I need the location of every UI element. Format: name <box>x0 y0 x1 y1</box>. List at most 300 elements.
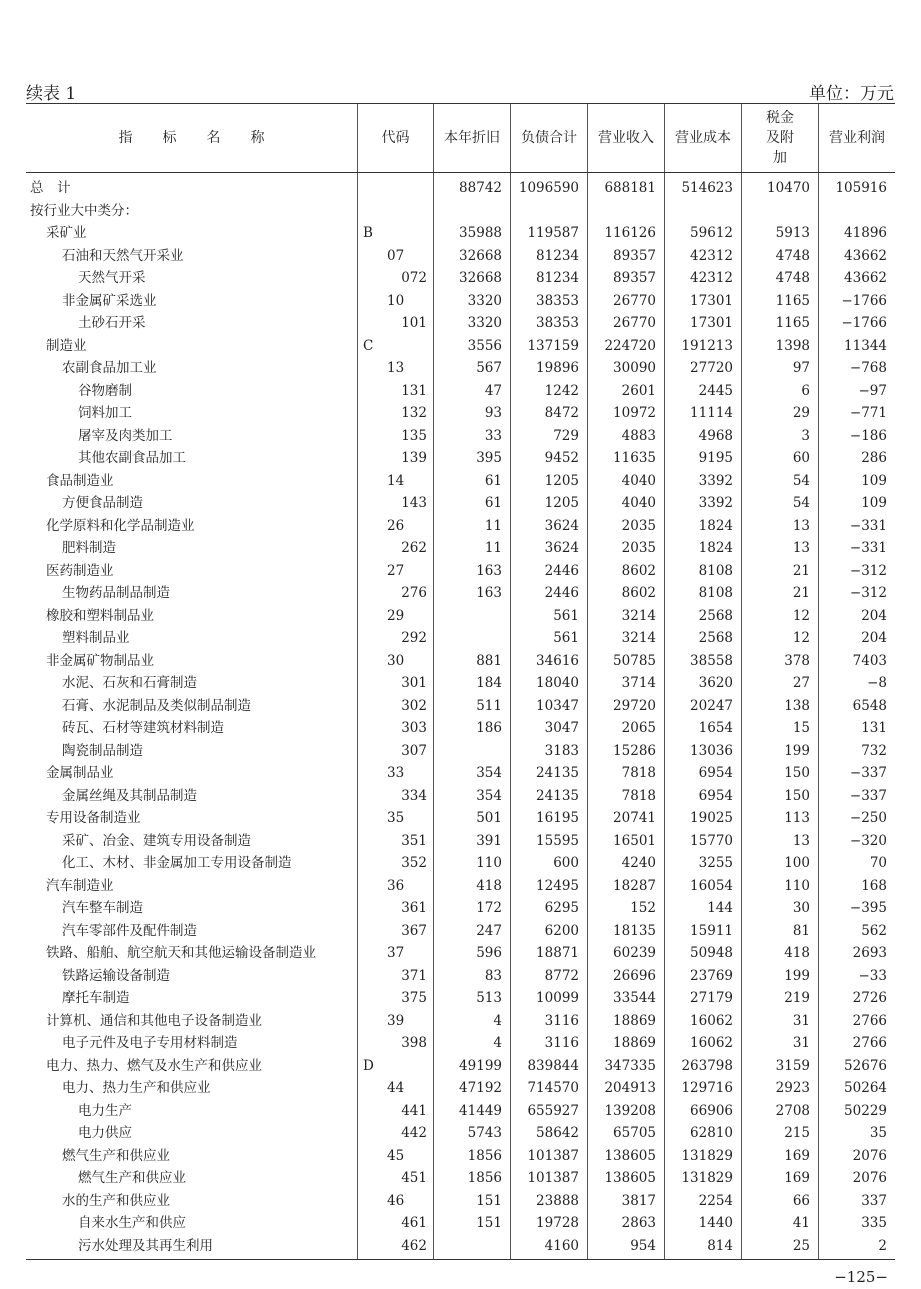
industry-code <box>357 200 433 223</box>
operating-cost-value: 9195 <box>698 450 733 466</box>
indicator-name: 橡胶和塑料制品业 <box>46 607 154 624</box>
industry-code: 307 <box>401 742 427 759</box>
indicator-name: 方便食品制造 <box>62 495 143 511</box>
table-row <box>26 1122 895 1145</box>
table-row <box>26 357 895 380</box>
operating-profit-value: −312 <box>849 585 887 601</box>
depreciation-value: 35988 <box>459 225 502 241</box>
industry-code: 375 <box>401 990 427 1006</box>
industry-code: B <box>363 225 373 241</box>
operating-profit-value: 732 <box>861 742 887 759</box>
total-liabilities-value: 119587 <box>527 225 579 241</box>
indicator-name: 燃气生产和供应业 <box>62 1147 170 1164</box>
operating-revenue-value: 26770 <box>613 315 656 331</box>
operating-profit-value: 7403 <box>852 652 887 669</box>
taxes-surcharges-value: 199 <box>784 967 810 984</box>
indicator-name: 汽车零部件及配件制造 <box>62 922 197 939</box>
depreciation-value: 247 <box>476 922 502 939</box>
operating-cost-value: 3392 <box>698 495 733 511</box>
industry-code: 135 <box>401 427 427 444</box>
taxes-surcharges-value: 13 <box>792 832 810 849</box>
depreciation-value: 5743 <box>467 1125 502 1141</box>
operating-cost-value: 50948 <box>690 945 733 961</box>
operating-profit-value: 109 <box>861 472 887 489</box>
taxes-surcharges-value: 2708 <box>775 1102 810 1119</box>
total-liabilities-value: 714570 <box>527 1080 579 1096</box>
operating-profit-value: −312 <box>849 562 887 579</box>
taxes-surcharges-value: 12 <box>792 630 810 646</box>
depreciation-value: 511 <box>476 697 502 714</box>
operating-profit-value: −771 <box>849 405 887 421</box>
indicator-name: 生物药品制品制造 <box>62 585 170 601</box>
depreciation-value: 49199 <box>459 1057 502 1074</box>
total-liabilities-value: 38353 <box>536 292 579 309</box>
table-row <box>26 1167 895 1190</box>
table-row <box>26 200 895 223</box>
unit-label: 单位：万元 <box>809 84 894 104</box>
indicator-name: 石膏、水泥制品及类似制品制造 <box>62 697 251 714</box>
industry-code: 26 <box>387 517 405 534</box>
operating-cost-value: 191213 <box>681 337 733 354</box>
operating-revenue-value: 33544 <box>613 990 656 1006</box>
taxes-surcharges-value: 113 <box>784 810 810 826</box>
operating-profit-value: −331 <box>849 540 887 556</box>
industry-code: 35 <box>387 810 405 826</box>
indicator-name: 燃气生产和供应业 <box>78 1170 186 1186</box>
indicator-name: 医药制造业 <box>46 562 114 579</box>
depreciation-value: 33 <box>484 427 502 444</box>
operating-revenue-value: 4883 <box>621 427 656 444</box>
column-divider <box>818 173 819 1259</box>
total-liabilities-value: 729 <box>553 427 579 444</box>
operating-cost-value: 27720 <box>690 360 733 376</box>
table-row <box>26 852 895 875</box>
operating-revenue-value: 3714 <box>621 675 656 691</box>
indicator-name: 非金属矿物制品业 <box>46 652 154 669</box>
indicator-name: 电子元件及电子专用材料制造 <box>62 1035 238 1051</box>
indicator-name: 塑料制品业 <box>62 630 130 646</box>
total-liabilities-value: 15595 <box>536 832 579 849</box>
total-liabilities-value: 3624 <box>544 517 579 534</box>
industry-code: 262 <box>401 540 427 556</box>
table-row <box>26 830 895 853</box>
operating-revenue-value: 18135 <box>613 922 656 939</box>
industry-code: 29 <box>387 607 405 624</box>
operating-cost-value: 13036 <box>690 742 733 759</box>
depreciation-value: 172 <box>476 900 502 916</box>
total-liabilities-value: 101387 <box>527 1170 579 1186</box>
table-row <box>26 402 895 425</box>
operating-profit-value: 41896 <box>844 225 887 241</box>
industry-code: 451 <box>401 1170 427 1186</box>
depreciation-value: 354 <box>476 765 502 781</box>
indicator-name: 肥料制造 <box>62 540 116 556</box>
taxes-surcharges-value <box>741 200 818 223</box>
operating-profit-value: −331 <box>849 517 887 534</box>
indicator-name: 屠宰及肉类加工 <box>78 427 173 444</box>
total-liabilities-value: 1096590 <box>518 180 579 196</box>
operating-cost-value: 8108 <box>698 585 733 601</box>
depreciation-value: 163 <box>476 585 502 601</box>
indicator-name: 铁路运输设备制造 <box>62 967 170 984</box>
total-liabilities-value: 2446 <box>544 585 579 601</box>
taxes-surcharges-value: 81 <box>792 922 810 939</box>
operating-cost-value: 514623 <box>681 180 733 196</box>
taxes-surcharges-value: 15 <box>792 720 810 736</box>
industry-code: 131 <box>401 382 427 399</box>
depreciation-value: 163 <box>476 562 502 579</box>
taxes-surcharges-value: 1165 <box>775 292 810 309</box>
total-liabilities-value: 12495 <box>536 877 579 894</box>
table-row <box>26 245 895 268</box>
depreciation-value <box>433 1235 510 1258</box>
operating-revenue-value: 20741 <box>613 810 656 826</box>
table-row <box>26 762 895 785</box>
table-row <box>26 267 895 290</box>
header-operating-cost: 营业成本 <box>664 104 741 172</box>
indicator-name: 按行业大中类分： <box>30 202 138 219</box>
taxes-surcharges-value: 169 <box>784 1170 810 1186</box>
operating-profit-value: 2076 <box>852 1147 887 1164</box>
operating-profit-value: −8 <box>867 675 887 691</box>
indicator-name: 土砂石开采 <box>78 315 146 331</box>
operating-revenue-value: 3214 <box>621 630 656 646</box>
operating-cost-value: 16062 <box>690 1012 733 1029</box>
operating-revenue-value: 688181 <box>604 180 656 196</box>
operating-cost-value: 129716 <box>681 1080 733 1096</box>
industry-code: 301 <box>401 675 427 691</box>
total-liabilities-value: 81234 <box>536 247 579 264</box>
table-row <box>26 492 895 515</box>
header-operating-revenue: 营业收入 <box>587 104 664 172</box>
operating-profit-value: −97 <box>858 382 887 399</box>
operating-cost-value: 15911 <box>690 922 733 939</box>
operating-revenue-value: 4040 <box>621 495 656 511</box>
depreciation-value: 881 <box>476 652 502 669</box>
operating-profit-value: −33 <box>858 967 887 984</box>
depreciation-value <box>433 605 510 628</box>
operating-revenue-value: 29720 <box>613 697 656 714</box>
indicator-name: 电力、热力、燃气及水生产和供应业 <box>46 1057 262 1074</box>
indicator-name: 水的生产和供应业 <box>62 1192 170 1209</box>
operating-profit-value: 2766 <box>852 1035 887 1051</box>
operating-cost-value: 6954 <box>698 765 733 781</box>
taxes-surcharges-value: 5913 <box>775 225 810 241</box>
depreciation-value <box>433 740 510 763</box>
indicator-name: 采矿业 <box>46 225 87 241</box>
taxes-surcharges-value: 21 <box>792 585 810 601</box>
operating-revenue-value: 11635 <box>613 450 656 466</box>
depreciation-value: 88742 <box>459 180 502 196</box>
table-row <box>26 1010 895 1033</box>
table-row <box>26 312 895 335</box>
table-row <box>26 380 895 403</box>
indicator-name: 石油和天然气开采业 <box>62 247 184 264</box>
operating-cost-value: 2445 <box>698 382 733 399</box>
operating-profit-value: 168 <box>861 877 887 894</box>
depreciation-value: 11 <box>484 540 502 556</box>
table-row <box>26 807 895 830</box>
table-row <box>26 335 895 358</box>
operating-cost-value: 3620 <box>698 675 733 691</box>
total-liabilities-value: 3116 <box>544 1035 579 1051</box>
table-body <box>26 173 895 1260</box>
industry-code: 45 <box>387 1147 405 1164</box>
total-liabilities-value: 101387 <box>527 1147 579 1164</box>
page-number: −125− <box>834 1268 888 1286</box>
header-indicator-name: 指标名称 <box>118 130 295 146</box>
operating-cost-value: 38558 <box>690 652 733 669</box>
indicator-name: 电力供应 <box>78 1125 132 1141</box>
total-liabilities-value: 38353 <box>536 315 579 331</box>
indicator-name: 汽车制造业 <box>46 877 114 894</box>
industry-code: 37 <box>387 945 405 961</box>
operating-revenue-value: 954 <box>630 1237 656 1254</box>
indicator-name: 食品制造业 <box>46 472 114 489</box>
operating-cost-value: 814 <box>707 1237 733 1254</box>
operating-cost-value: 6954 <box>698 787 733 804</box>
total-liabilities-value: 58642 <box>536 1125 579 1141</box>
industry-code: 44 <box>387 1080 405 1096</box>
operating-profit-value: 2 <box>878 1237 887 1254</box>
table-row <box>26 222 895 245</box>
indicator-name: 金属丝绳及其制品制造 <box>62 787 197 804</box>
table-row <box>26 785 895 808</box>
taxes-surcharges-value: 3159 <box>775 1057 810 1074</box>
indicator-name: 电力生产 <box>78 1102 132 1119</box>
table-row <box>26 470 895 493</box>
total-liabilities-value: 24135 <box>536 765 579 781</box>
taxes-surcharges-value: 29 <box>792 405 810 421</box>
operating-revenue-value: 204913 <box>604 1080 656 1096</box>
depreciation-value: 391 <box>476 832 502 849</box>
taxes-surcharges-value: 31 <box>792 1012 810 1029</box>
operating-profit-value: 43662 <box>844 270 887 286</box>
operating-revenue-value: 138605 <box>604 1147 656 1164</box>
header-taxes-surcharges: 税金及附加 <box>741 104 818 172</box>
total-liabilities-value: 3183 <box>544 742 579 759</box>
depreciation-value: 418 <box>476 877 502 894</box>
total-liabilities-value: 6200 <box>544 922 579 939</box>
indicator-name: 自来水生产和供应 <box>78 1215 186 1231</box>
taxes-surcharges-value: 66 <box>792 1192 810 1209</box>
depreciation-value: 1856 <box>467 1170 502 1186</box>
operating-profit-value: 335 <box>861 1215 887 1231</box>
taxes-surcharges-value: 378 <box>784 652 810 669</box>
operating-cost-value: 2254 <box>698 1192 733 1209</box>
total-liabilities-value: 561 <box>553 607 579 624</box>
operating-profit-value: 204 <box>861 607 887 624</box>
table-row <box>26 1077 895 1100</box>
depreciation-value <box>433 200 510 223</box>
operating-cost-value: 17301 <box>690 292 733 309</box>
indicator-name: 计算机、通信和其他电子设备制造业 <box>46 1012 262 1029</box>
operating-profit-value: −337 <box>849 787 887 804</box>
table-row <box>26 1032 895 1055</box>
depreciation-value: 151 <box>476 1215 502 1231</box>
total-liabilities-value: 655927 <box>527 1102 579 1119</box>
operating-cost-value: 4968 <box>698 427 733 444</box>
operating-cost-value: 20247 <box>690 697 733 714</box>
industry-code: 139 <box>401 450 427 466</box>
column-divider <box>587 173 588 1259</box>
total-liabilities-value: 19896 <box>536 360 579 376</box>
operating-profit-value: −186 <box>849 427 887 444</box>
taxes-surcharges-value: 4748 <box>775 247 810 264</box>
depreciation-value: 354 <box>476 787 502 804</box>
operating-revenue-value: 152 <box>630 900 656 916</box>
operating-profit-value: 562 <box>861 922 887 939</box>
taxes-surcharges-value: 97 <box>792 360 810 376</box>
operating-cost-value: 1824 <box>698 517 733 534</box>
operating-cost-value: 2568 <box>698 607 733 624</box>
operating-cost-value: 2568 <box>698 630 733 646</box>
total-liabilities-value: 1242 <box>544 382 579 399</box>
operating-revenue-value: 15286 <box>613 742 656 759</box>
operating-profit-value: 11344 <box>844 337 887 354</box>
industry-code: 292 <box>401 630 427 646</box>
industry-code: 36 <box>387 877 405 894</box>
table-row <box>26 582 895 605</box>
total-liabilities-value <box>510 200 587 223</box>
header-total-liabilities: 负债合计 <box>510 104 587 172</box>
column-divider <box>433 173 434 1259</box>
taxes-surcharges-value: 31 <box>792 1035 810 1051</box>
total-liabilities-value: 24135 <box>536 787 579 804</box>
operating-revenue-value: 18869 <box>613 1012 656 1029</box>
industry-code: 303 <box>401 720 427 736</box>
total-liabilities-value: 137159 <box>527 337 579 354</box>
operating-revenue-value: 3214 <box>621 607 656 624</box>
operating-revenue-value: 10972 <box>613 405 656 421</box>
operating-cost-value: 42312 <box>690 270 733 286</box>
total-liabilities-value: 10099 <box>536 990 579 1006</box>
industry-code: 14 <box>387 472 405 489</box>
operating-profit-value: 70 <box>869 855 887 871</box>
operating-cost-value: 144 <box>707 900 733 916</box>
total-liabilities-value: 8772 <box>544 967 579 984</box>
taxes-surcharges-value: 13 <box>792 540 810 556</box>
operating-revenue-value: 8602 <box>621 562 656 579</box>
table-row <box>26 1055 895 1078</box>
operating-cost-value: 16062 <box>690 1035 733 1051</box>
depreciation-value: 513 <box>476 990 502 1006</box>
operating-revenue-value: 2035 <box>621 517 656 534</box>
indicator-name: 制造业 <box>46 337 87 354</box>
depreciation-value: 61 <box>484 495 502 511</box>
operating-revenue-value: 3817 <box>621 1192 656 1209</box>
operating-profit-value: 52676 <box>844 1057 887 1074</box>
indicator-name: 专用设备制造业 <box>46 810 141 826</box>
operating-profit-value: 204 <box>861 630 887 646</box>
industry-code: D <box>363 1057 374 1074</box>
table-row <box>26 515 895 538</box>
industry-code: 07 <box>387 247 405 264</box>
table-row <box>26 605 895 628</box>
taxes-surcharges-value: 2923 <box>775 1080 810 1096</box>
operating-revenue-value: 4240 <box>621 855 656 871</box>
operating-revenue-value: 60239 <box>613 945 656 961</box>
operating-cost-value: 1440 <box>698 1215 733 1231</box>
depreciation-value: 83 <box>484 967 502 984</box>
operating-revenue-value: 2863 <box>621 1215 656 1231</box>
operating-cost-value: 263798 <box>681 1057 733 1074</box>
industry-code: 143 <box>401 495 427 511</box>
depreciation-value: 47 <box>484 382 502 399</box>
table-row <box>26 695 895 718</box>
operating-cost-value: 1824 <box>698 540 733 556</box>
industry-code <box>357 177 433 200</box>
operating-profit-value: −768 <box>849 360 887 376</box>
column-divider <box>741 173 742 1259</box>
operating-profit-value: −395 <box>849 900 887 916</box>
taxes-surcharges-value: 10470 <box>767 180 810 196</box>
operating-profit-value: 35 <box>869 1125 887 1141</box>
indicator-name: 陶瓷制品制造 <box>62 742 143 759</box>
total-liabilities-value: 3116 <box>544 1012 579 1029</box>
taxes-surcharges-value: 27 <box>792 675 810 691</box>
total-liabilities-value: 4160 <box>544 1237 579 1254</box>
operating-revenue-value: 116126 <box>604 225 656 241</box>
taxes-surcharges-value: 60 <box>792 450 810 466</box>
taxes-surcharges-value: 418 <box>784 945 810 961</box>
table-row <box>26 1100 895 1123</box>
table-row <box>26 965 895 988</box>
depreciation-value: 93 <box>484 405 502 421</box>
operating-cost-value: 8108 <box>698 562 733 579</box>
operating-cost-value: 1654 <box>698 720 733 736</box>
operating-profit-value: 109 <box>861 495 887 511</box>
table-row <box>26 177 895 200</box>
industry-code: 442 <box>401 1125 427 1141</box>
total-liabilities-value: 18040 <box>536 675 579 691</box>
industry-code: C <box>363 337 374 354</box>
total-liabilities-value: 2446 <box>544 562 579 579</box>
operating-revenue-value: 7818 <box>621 765 656 781</box>
depreciation-value: 3556 <box>467 337 502 354</box>
industry-code: 30 <box>387 652 405 669</box>
table-header <box>26 103 895 173</box>
indicator-name: 水泥、石灰和石膏制造 <box>62 675 197 691</box>
indicator-name: 总 计 <box>30 180 71 196</box>
taxes-surcharges-value: 12 <box>792 607 810 624</box>
operating-cost-value: 66906 <box>690 1102 733 1119</box>
operating-revenue-value: 89357 <box>613 247 656 264</box>
indicator-name: 其他农副食品加工 <box>78 450 186 466</box>
operating-profit-value: 50264 <box>844 1080 887 1096</box>
taxes-surcharges-value: 6 <box>801 382 810 399</box>
total-liabilities-value: 3624 <box>544 540 579 556</box>
taxes-surcharges-value: 41 <box>792 1215 810 1231</box>
operating-cost-value: 16054 <box>690 877 733 894</box>
depreciation-value: 32668 <box>459 247 502 264</box>
taxes-surcharges-value: 100 <box>784 855 810 871</box>
table-row <box>26 560 895 583</box>
table-row <box>26 740 895 763</box>
operating-profit-value: 2693 <box>852 945 887 961</box>
operating-cost-value <box>664 200 741 223</box>
table-row <box>26 425 895 448</box>
table-row <box>26 290 895 313</box>
indicator-name: 农副食品加工业 <box>62 360 157 376</box>
depreciation-value: 11 <box>484 517 502 534</box>
taxes-surcharges-value: 4748 <box>775 270 810 286</box>
taxes-surcharges-value: 169 <box>784 1147 810 1164</box>
depreciation-value: 4 <box>493 1012 502 1029</box>
operating-profit-value: 2726 <box>852 990 887 1006</box>
operating-cost-value: 27179 <box>690 990 733 1006</box>
total-liabilities-value: 839844 <box>527 1057 579 1074</box>
